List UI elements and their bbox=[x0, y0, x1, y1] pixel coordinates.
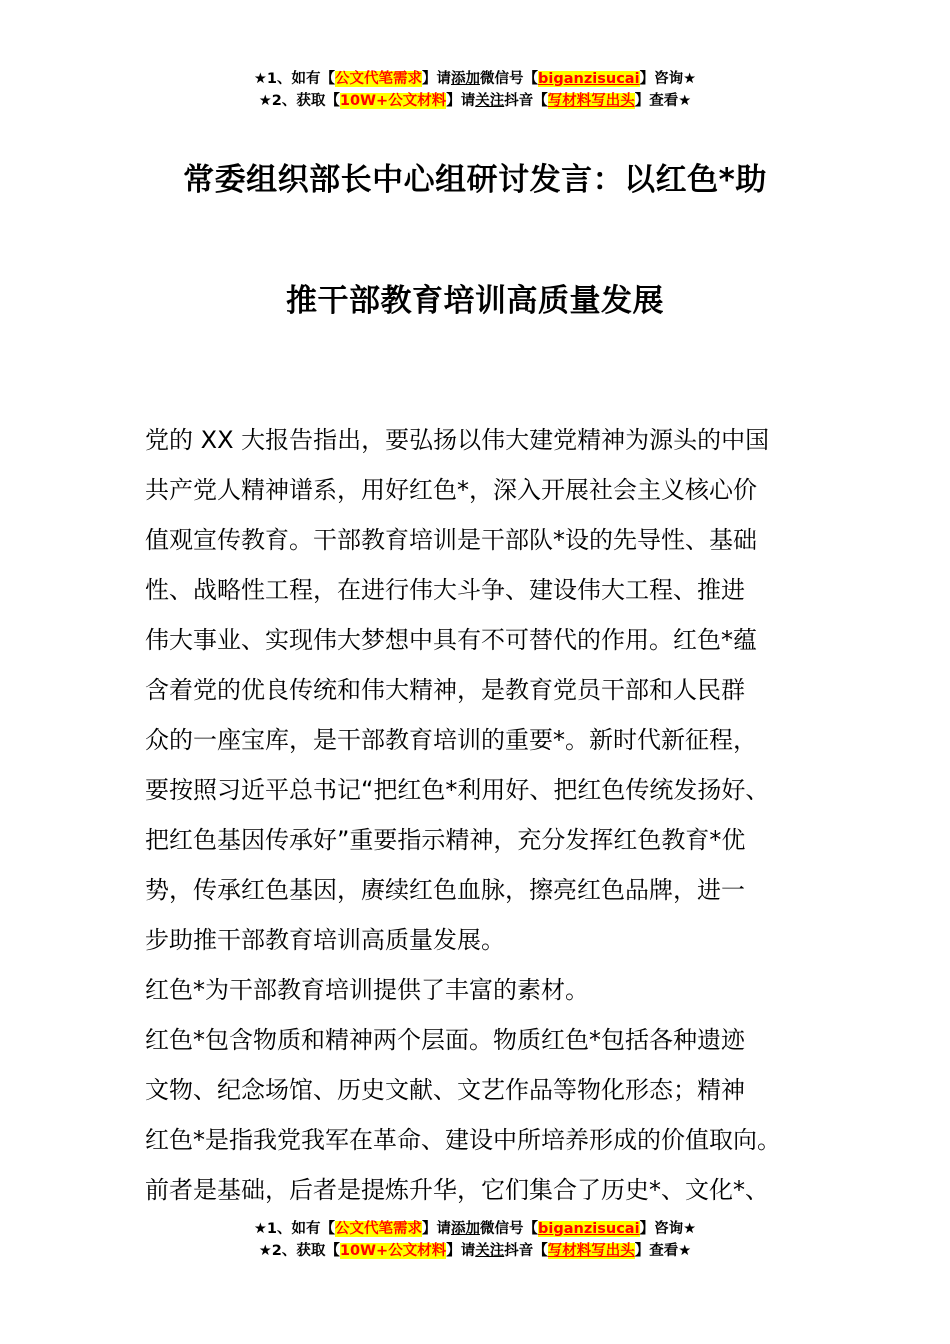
promo-text: 微信号【 bbox=[480, 1221, 539, 1237]
wechat-id[interactable]: biganzisucai bbox=[538, 71, 640, 87]
promo-banner-bottom bbox=[0, 1218, 950, 1262]
promo-text: 】请 bbox=[422, 1221, 452, 1237]
document-body bbox=[145, 415, 845, 1215]
promo-text: 】咨询★ bbox=[639, 1221, 697, 1237]
body-line: 红色*包含物质和精神两个层面。物质红色*包括各种遗迹 bbox=[145, 1026, 745, 1054]
promo-line-2 bbox=[0, 90, 950, 112]
highlight-service: 公文代笔需求 bbox=[335, 1221, 423, 1237]
body-line: 共产党人精神谱系，用好红色*，深入开展社会主义核心价 bbox=[145, 476, 757, 504]
underlined-follow: 关注 bbox=[475, 93, 505, 109]
body-line: 红色*为干部教育培训提供了丰富的素材。 bbox=[145, 976, 589, 1004]
promo-text: 】查看★ bbox=[634, 93, 692, 109]
promo-line-1 bbox=[0, 68, 950, 90]
underlined-add: 添加 bbox=[451, 1221, 481, 1237]
highlight-service: 公文代笔需求 bbox=[335, 71, 423, 87]
promo-text: ★2、获取【 bbox=[258, 1243, 340, 1259]
body-line: 众的一座宝库，是干部教育培训的重要*。新时代新征程， bbox=[145, 726, 757, 754]
body-line: 红色*是指我党我军在革命、建设中所培养形成的价值取向。 bbox=[145, 1126, 781, 1154]
body-line: 把红色基因传承好”重要指示精神，充分发挥红色教育*优 bbox=[145, 826, 746, 854]
promo-banner-top bbox=[0, 68, 950, 112]
promo-text: 】请 bbox=[446, 93, 476, 109]
promo-text: 】查看★ bbox=[634, 1243, 692, 1259]
promo-text: 】咨询★ bbox=[639, 71, 697, 87]
underlined-follow: 关注 bbox=[475, 1243, 505, 1259]
highlight-materials: 10W+公文材料 bbox=[339, 1243, 447, 1259]
body-line: 要按照习近平总书记“把红色*利用好、把红色传统发扬好、 bbox=[145, 776, 770, 804]
promo-text: 】请 bbox=[422, 71, 452, 87]
promo-line-1 bbox=[0, 1218, 950, 1240]
promo-text: 抖音【 bbox=[504, 1243, 548, 1259]
promo-text: ★1、如有【 bbox=[253, 1221, 336, 1237]
underlined-add: 添加 bbox=[451, 71, 481, 87]
body-line: 含着党的优良传统和伟大精神，是教育党员干部和人民群 bbox=[145, 676, 745, 704]
douyin-account[interactable]: 写材料写出头 bbox=[547, 1243, 635, 1259]
body-line: 步助推干部教育培训高质量发展。 bbox=[145, 926, 505, 954]
promo-text: ★1、如有【 bbox=[253, 71, 336, 87]
body-line: 文物、纪念场馆、历史文献、文艺作品等物化形态；精神 bbox=[145, 1076, 745, 1104]
promo-text: ★2、获取【 bbox=[258, 93, 340, 109]
highlight-materials: 10W+公文材料 bbox=[339, 93, 447, 109]
promo-text: 】请 bbox=[446, 1243, 476, 1259]
body-line: 党的 XX 大报告指出，要弘扬以伟大建党精神为源头的中国 bbox=[145, 426, 770, 454]
promo-text: 抖音【 bbox=[504, 93, 548, 109]
body-line: 伟大事业、实现伟大梦想中具有不可替代的作用。红色*蕴 bbox=[145, 626, 757, 654]
document-title-line-1: 常委组织部长中心组研讨发言：以红色*助 bbox=[183, 162, 767, 198]
body-line: 性、战略性工程，在进行伟大斗争、建设伟大工程、推进 bbox=[145, 576, 745, 604]
body-line: 前者是基础，后者是提炼升华，它们集合了历史*、文化*、 bbox=[145, 1176, 769, 1204]
body-line: 值观宣传教育。干部教育培训是干部队*设的先导性、基础 bbox=[145, 526, 757, 554]
promo-text: 微信号【 bbox=[480, 71, 539, 87]
wechat-id[interactable]: biganzisucai bbox=[538, 1221, 640, 1237]
douyin-account[interactable]: 写材料写出头 bbox=[547, 93, 635, 109]
document-title-line-2: 推干部教育培训高质量发展 bbox=[286, 283, 664, 319]
promo-line-2 bbox=[0, 1240, 950, 1262]
body-line: 势，传承红色基因，赓续红色血脉，擦亮红色品牌，进一 bbox=[145, 876, 745, 904]
